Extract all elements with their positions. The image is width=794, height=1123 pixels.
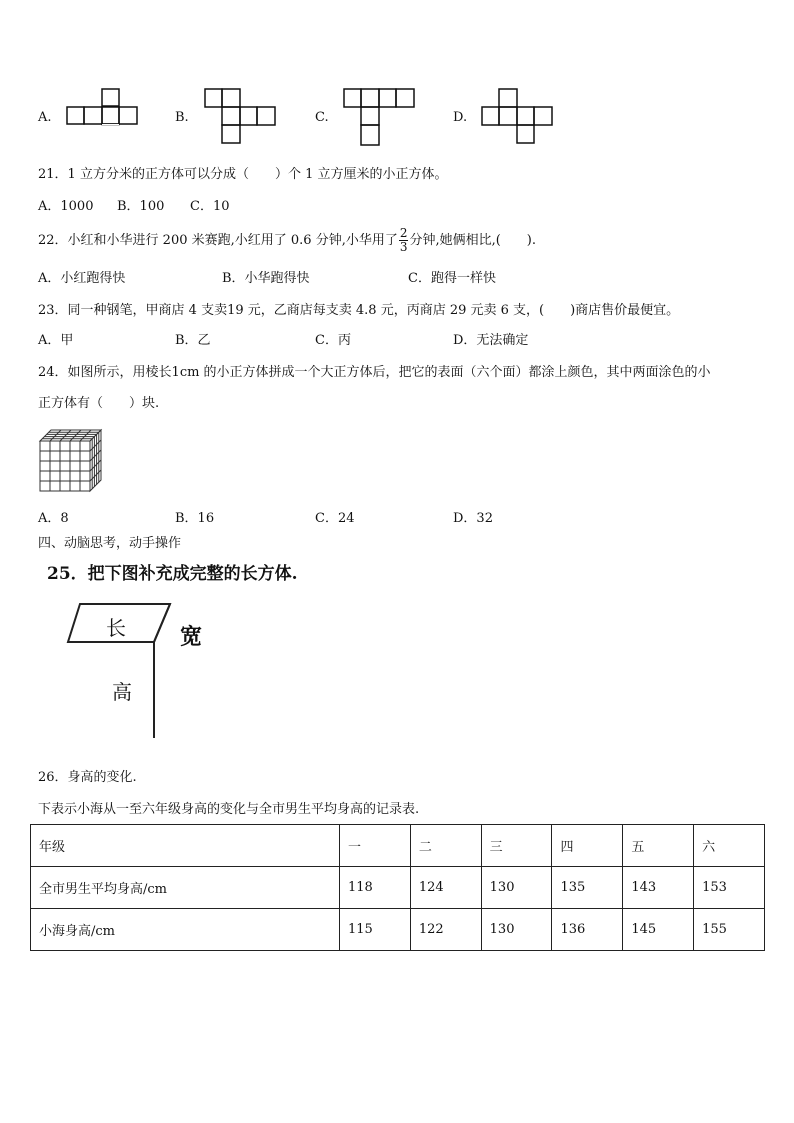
q25-figure — [66, 598, 226, 743]
table-header-cell: 三 — [481, 825, 552, 867]
q21-option-b[interactable]: B．100 — [117, 199, 165, 214]
net-figure-c — [343, 88, 419, 148]
table-header-row — [31, 825, 765, 867]
table-header-cell: 二 — [410, 825, 481, 867]
q24-option-c[interactable]: C．24 — [315, 511, 355, 526]
table-cell: 155 — [694, 909, 765, 951]
q25-width-label: 宽 — [180, 624, 203, 650]
q22-fraction-denominator: 3 — [399, 240, 408, 254]
q22-fraction — [399, 227, 409, 254]
q25-question: 25．把下图补充成完整的长方体. — [47, 564, 298, 584]
table-row — [31, 867, 765, 909]
table-cell: 136 — [552, 909, 623, 951]
q20-option-c-label[interactable]: C. — [315, 110, 329, 125]
table-cell: 全市男生平均身高/cm — [31, 867, 340, 909]
q20-option-d-label[interactable]: D. — [453, 110, 468, 125]
q21-option-c[interactable]: C．10 — [190, 199, 230, 214]
q22-option-b[interactable]: B．小华跑得快 — [222, 271, 310, 286]
table-row — [31, 909, 765, 951]
q25-length-label: 长 — [106, 616, 126, 640]
q23-option-a[interactable]: A．甲 — [38, 333, 74, 348]
table-cell: 143 — [623, 867, 694, 909]
q23-question: 23．同一种钢笔，甲商店 4 支卖19 元，乙商店每支卖 4.8 元，丙商店 29 元卖 6 支，( )商店售价最便宜。 — [38, 303, 680, 318]
table-cell: 130 — [481, 909, 552, 951]
table-cell: 小海身高/cm — [31, 909, 340, 951]
q23-option-b[interactable]: B．乙 — [175, 333, 211, 348]
q24-question-line2: 正方体有（ ）块. — [38, 396, 160, 411]
q22-question — [38, 226, 536, 256]
cube-figure — [38, 428, 108, 498]
table-cell: 122 — [410, 909, 481, 951]
table-header-cell: 一 — [340, 825, 411, 867]
table-cell: 130 — [481, 867, 552, 909]
q24-option-b[interactable]: B．16 — [175, 511, 215, 526]
net-figure-d — [481, 88, 557, 146]
section-4-title: 四、动脑思考，动手操作 — [38, 536, 182, 551]
q26-title: 26．身高的变化. — [38, 770, 137, 785]
table-header-cell: 五 — [623, 825, 694, 867]
q22-option-c[interactable]: C．跑得一样快 — [408, 271, 496, 286]
q26-description: 下表示小海从一至六年级身高的变化与全市男生平均身高的记录表. — [38, 802, 420, 817]
net-figure-a — [66, 88, 142, 128]
q22-text-after: 分钟,她俩相比,( ). — [409, 233, 537, 248]
net-figure-b — [204, 88, 280, 146]
table-cell: 135 — [552, 867, 623, 909]
table-cell: 153 — [694, 867, 765, 909]
table-cell: 145 — [623, 909, 694, 951]
table-cell: 115 — [340, 909, 411, 951]
q23-option-c[interactable]: C．丙 — [315, 333, 351, 348]
table-header-cell: 四 — [552, 825, 623, 867]
q21-question: 21．1 立方分米的正方体可以分成（ ）个 1 立方厘米的小正方体。 — [38, 167, 448, 182]
q21-option-a[interactable]: A．1000 — [38, 199, 94, 214]
q22-fraction-numerator: 2 — [399, 226, 408, 240]
table-cell: 118 — [340, 867, 411, 909]
table-header-cell: 六 — [694, 825, 765, 867]
q23-option-d[interactable]: D．无法确定 — [453, 333, 529, 348]
q22-option-a[interactable]: A．小红跑得快 — [38, 271, 126, 286]
q24-option-a[interactable]: A．8 — [38, 511, 69, 526]
height-record-table — [30, 824, 765, 951]
table-header-cell: 年级 — [31, 825, 340, 867]
q20-option-b-label[interactable]: B. — [175, 110, 189, 125]
table-cell: 124 — [410, 867, 481, 909]
q24-question-line1: 24．如图所示，用棱长1cm 的小正方体拼成一个大正方体后，把它的表面（六个面）都涂上颜色，其中两面涂色的小 — [38, 365, 711, 380]
q20-option-a-label[interactable]: A. — [38, 110, 52, 125]
q22-text-before: 22．小红和小华进行 200 米赛跑,小红用了 0.6 分钟,小华用了 — [38, 233, 398, 248]
q24-option-d[interactable]: D．32 — [453, 511, 493, 526]
q25-height-label: 高 — [112, 680, 132, 704]
